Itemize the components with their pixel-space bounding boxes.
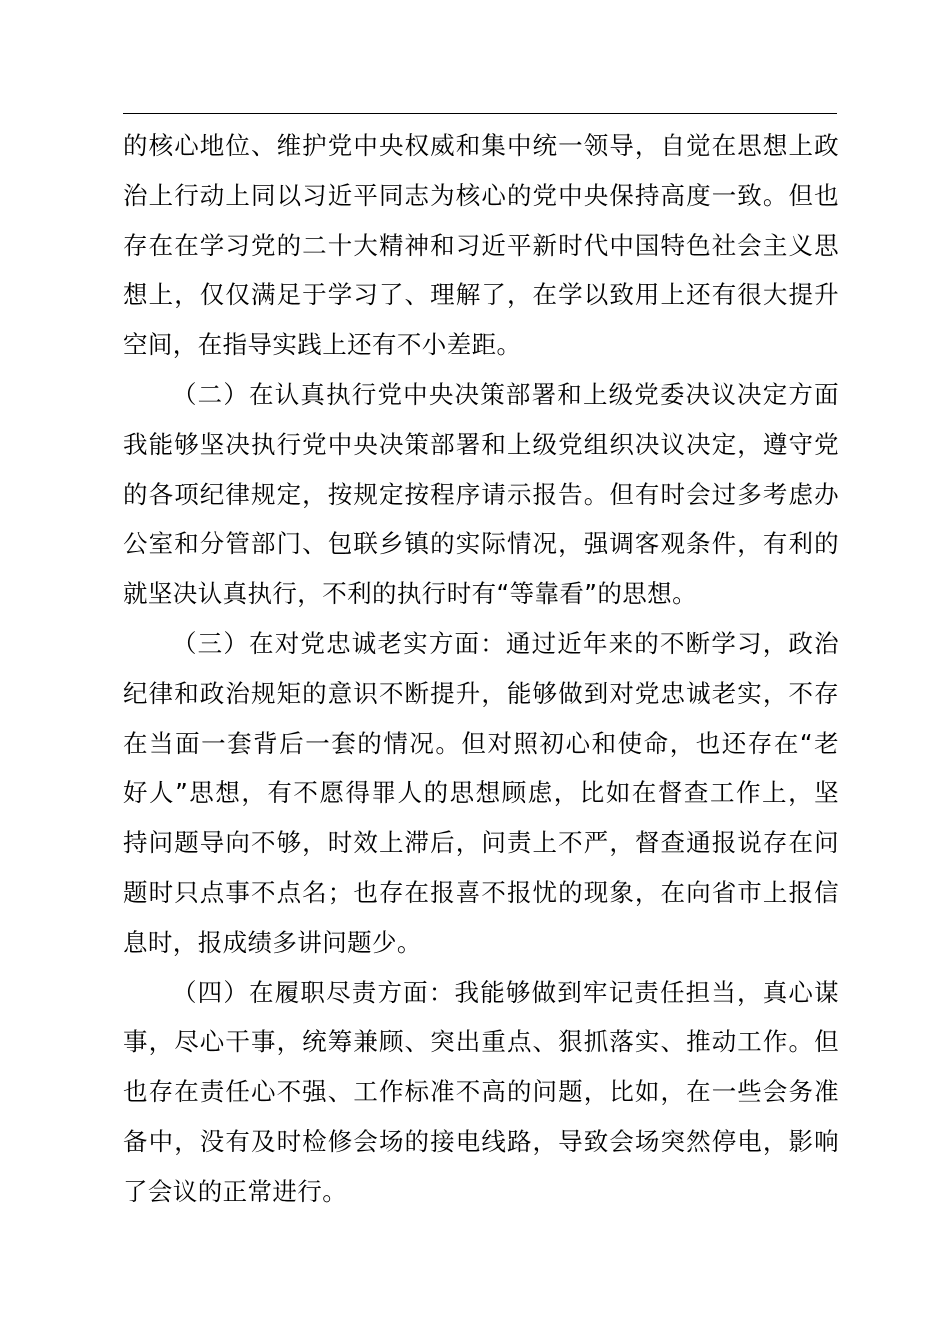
text-line: 息时，报成绩多讲问题少。 — [123, 927, 422, 957]
text-line: 治上行动上同以习近平同志为核心的党中央保持高度一致。但也 — [123, 180, 839, 210]
text-line: 空间，在指导实践上还有不小差距。 — [123, 330, 522, 360]
text-line: 想上，仅仅满足于学习了、理解了，在学以致用上还有很大提升 — [123, 280, 839, 310]
text-line: 就坚决认真执行，不利的执行时有“等靠看”的思想。 — [123, 579, 697, 609]
text-line: 纪律和政治规矩的意识不断提升，能够做到对党忠诚老实，不存 — [123, 678, 839, 708]
text-line: 在当面一套背后一套的情况。但对照初心和使命，也还存在“老 — [123, 728, 839, 758]
text-line: 备中，没有及时检修会场的接电线路，导致会场突然停电，影响 — [123, 1126, 839, 1156]
text-line: 了会议的正常进行。 — [123, 1176, 348, 1206]
text-line: 公室和分管部门、包联乡镇的实际情况，强调客观条件，有利的 — [123, 529, 839, 559]
text-line: 题时只点事不点名；也存在报喜不报忧的现象，在向省市上报信 — [123, 877, 839, 907]
paragraph-first-line: （四）在履职尽责方面：我能够做到牢记责任担当，真心谋 — [172, 977, 839, 1007]
paragraph-first-line: （二）在认真执行党中央决策部署和上级党委决议决定方面 — [172, 379, 839, 409]
header-rule — [123, 113, 837, 114]
text-line: 的各项纪律规定，按规定按程序请示报告。但有时会过多考虑办 — [123, 479, 839, 509]
document-body — [123, 121, 839, 1217]
text-line: 好人”思想，有不愿得罪人的思想顾虑，比如在督查工作上，坚 — [123, 778, 839, 808]
paragraph-first-line: （三）在对党忠诚老实方面：通过近年来的不断学习，政治 — [172, 628, 839, 658]
text-line: 存在在学习党的二十大精神和习近平新时代中国特色社会主义思 — [123, 230, 839, 260]
text-line: 的核心地位、维护党中央权威和集中统一领导，自觉在思想上政 — [123, 131, 839, 160]
text-line: 事，尽心干事，统筹兼顾、突出重点、狠抓落实、推动工作。但 — [123, 1027, 839, 1057]
text-line: 也存在责任心不强、工作标准不高的问题，比如，在一些会务准 — [123, 1077, 839, 1107]
text-line: 我能够坚决执行党中央决策部署和上级党组织决议决定，遵守党 — [123, 429, 839, 459]
text-line: 持问题导向不够，时效上滞后，问责上不严，督查通报说存在问 — [123, 828, 839, 858]
